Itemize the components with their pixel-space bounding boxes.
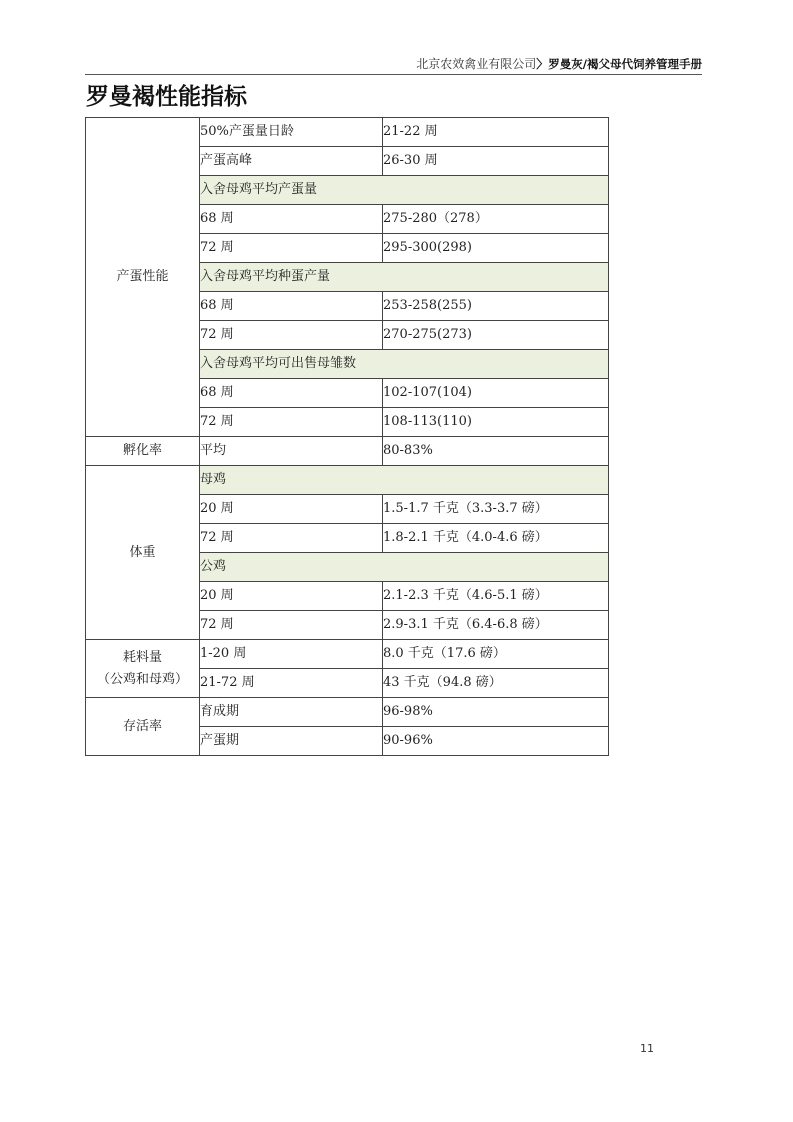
item-cell: 68 周 [200, 379, 383, 408]
category-cell-laying [86, 118, 200, 437]
category-label: 耗料量 [122, 649, 162, 665]
item-cell: 50%产蛋量日龄 [200, 118, 383, 147]
item-cell: 20 周 [200, 495, 383, 524]
subheading-cell: 公鸡 [200, 553, 609, 582]
item-cell: 68 周 [200, 205, 383, 234]
company-name: 北京农效禽业有限公司 [416, 57, 537, 71]
category-sublabel: （公鸡和母鸡） [96, 671, 188, 687]
table-row [86, 437, 609, 466]
value-cell: 2.1-2.3 千克（4.6-5.1 磅） [383, 582, 609, 611]
table-row [86, 698, 609, 727]
category-label: 孵化率 [122, 443, 162, 458]
value-cell: 102-107(104) [383, 379, 609, 408]
value-cell: 21-22 周 [383, 118, 609, 147]
subheading-cell: 母鸡 [200, 466, 609, 495]
value-cell: 80-83% [383, 437, 609, 466]
category-label: 产蛋性能 [116, 269, 169, 284]
value-cell: 2.9-3.1 千克（6.4-6.8 磅） [383, 611, 609, 640]
subheading-cell: 入舍母鸡平均可出售母雏数 [200, 350, 609, 379]
value-cell: 26-30 周 [383, 147, 609, 176]
item-cell: 产蛋高峰 [200, 147, 383, 176]
value-cell: 90-96% [383, 727, 609, 756]
page-title: 罗曼褐性能指标 [86, 84, 247, 110]
item-cell: 20 周 [200, 582, 383, 611]
category-label: 存活率 [122, 718, 162, 734]
value-cell: 108-113(110) [383, 408, 609, 437]
subheading-cell: 入舍母鸡平均产蛋量 [200, 176, 609, 205]
item-cell: 72 周 [200, 321, 383, 350]
value-cell: 8.0 千克（17.6 磅） [383, 640, 609, 669]
page-number: 11 [640, 1042, 654, 1055]
table-row [86, 118, 609, 147]
item-cell: 72 周 [200, 524, 383, 553]
manual-title: 罗曼灰/褐父母代饲养管理手册 [548, 57, 702, 71]
item-cell: 68 周 [200, 292, 383, 321]
item-cell: 72 周 [200, 234, 383, 263]
table-row [86, 466, 609, 495]
subheading-cell: 入舍母鸡平均种蛋产量 [200, 263, 609, 292]
value-cell: 275-280（278） [383, 205, 609, 234]
category-cell-body-weight [86, 466, 200, 640]
category-cell-feed [86, 640, 200, 698]
value-cell: 295-300(298) [383, 234, 609, 263]
item-cell: 产蛋期 [200, 727, 383, 756]
item-cell: 平均 [200, 437, 383, 466]
performance-table [85, 117, 609, 756]
value-cell: 1.5-1.7 千克（3.3-3.7 磅） [383, 495, 609, 524]
category-label: 体重 [129, 544, 156, 560]
table-row [86, 640, 609, 669]
header-rule [85, 74, 702, 75]
value-cell: 1.8-2.1 千克（4.0-4.6 磅） [383, 524, 609, 553]
item-cell: 1-20 周 [200, 640, 383, 669]
value-cell: 253-258(255) [383, 292, 609, 321]
value-cell: 270-275(273) [383, 321, 609, 350]
item-cell: 72 周 [200, 408, 383, 437]
value-cell: 96-98% [383, 698, 609, 727]
item-cell: 21-72 周 [200, 669, 383, 698]
category-cell-hatchability [86, 437, 200, 466]
value-cell: 43 千克（94.8 磅） [383, 669, 609, 698]
item-cell: 72 周 [200, 611, 383, 640]
item-cell: 育成期 [200, 698, 383, 727]
page-header [85, 55, 702, 73]
header-separator: 〉 [536, 57, 549, 71]
category-cell-survival [86, 698, 200, 756]
